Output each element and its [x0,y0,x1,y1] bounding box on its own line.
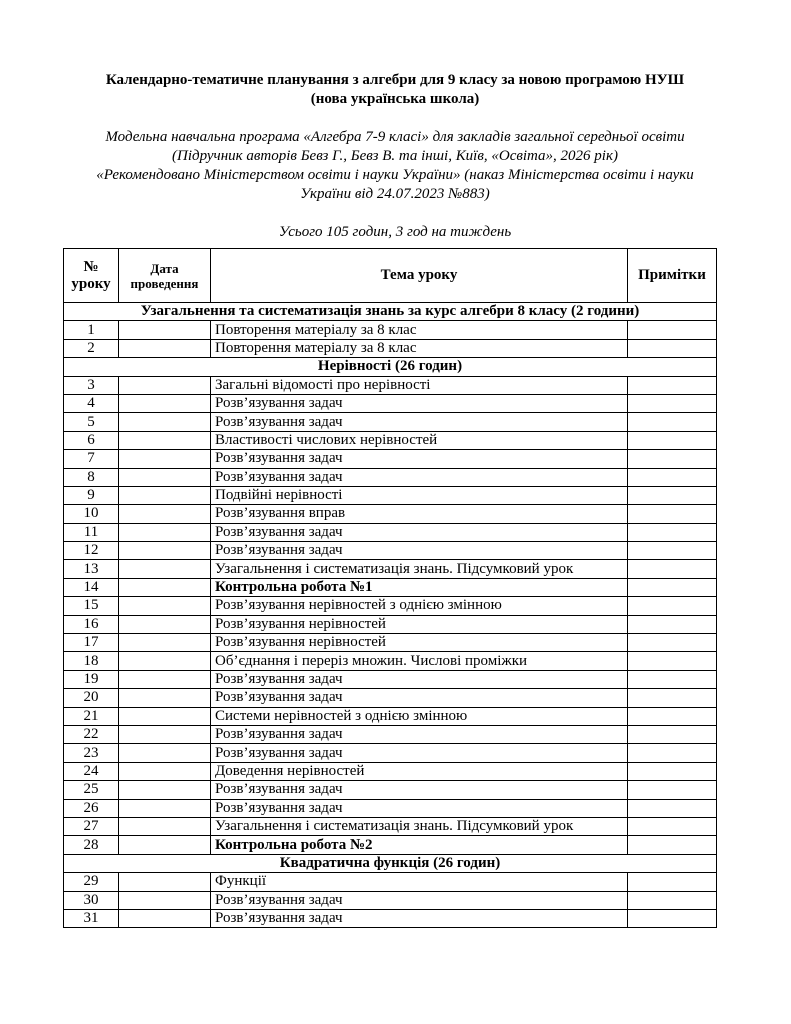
section-title: Квадратична функція (26 годин) [64,854,717,872]
table-row [64,578,717,596]
date-cell [119,707,211,725]
header-num-line-1: № [83,258,99,275]
notes-cell [628,836,717,854]
topic-cell: Розв’язування нерівностей [211,615,628,633]
table-row [64,321,717,339]
topic-cell: Подвійні нерівності [211,486,628,504]
date-cell [119,652,211,670]
section-title: Узагальнення та систематизація знань за курс алгебри 8 класу (2 години) [64,303,717,321]
table-row [64,413,717,431]
notes-cell [628,615,717,633]
topic-cell: Розв’язування задач [211,725,628,743]
lesson-number-cell: 29 [64,873,119,891]
program-line-2: (Підручник авторів Бевз Г., Бевз В. та інші, Київ, «Освіта», 2026 рік) [172,148,618,164]
notes-cell [628,450,717,468]
date-cell [119,781,211,799]
topic-cell: Розв’язування задач [211,394,628,412]
lesson-number-cell: 19 [64,670,119,688]
header-date-line-2: проведення [130,275,199,291]
table-row [64,450,717,468]
date-cell [119,799,211,817]
date-cell [119,634,211,652]
lesson-number-cell: 11 [64,523,119,541]
notes-cell [628,873,717,891]
program-line-1: Модельна навчальна програма «Алгебра 7-9 класі» для закладів загальної середньої освіти [105,129,685,145]
topic-cell: Властивості числових нерівностей [211,431,628,449]
program-line-4: України від 24.07.2023 №883) [300,186,490,202]
table-row [64,505,717,523]
topic-cell: Розв’язування задач [211,670,628,688]
lesson-number-cell: 5 [64,413,119,431]
date-cell [119,725,211,743]
notes-cell [628,909,717,927]
notes-cell [628,634,717,652]
notes-cell [628,817,717,835]
table-row [64,652,717,670]
lesson-number-cell: 17 [64,634,119,652]
table-row [64,817,717,835]
date-cell [119,873,211,891]
notes-cell [628,523,717,541]
topic-cell: Розв’язування задач [211,799,628,817]
table-row [64,634,717,652]
table-row [64,523,717,541]
notes-cell [628,707,717,725]
date-cell [119,339,211,357]
table-row [64,781,717,799]
table-row [64,762,717,780]
lesson-number-cell: 20 [64,689,119,707]
table-row [64,542,717,560]
total-hours: Усього 105 годин, 3 год на тиждень [278,224,512,240]
header-date [119,249,211,303]
notes-cell [628,597,717,615]
table-row [64,873,717,891]
table-row [64,891,717,909]
topic-cell: Системи нерівностей з однією змінною [211,707,628,725]
table-row [64,689,717,707]
date-cell [119,689,211,707]
lesson-number-cell: 26 [64,799,119,817]
title-line-2: (нова українська школа) [310,91,480,107]
topic-cell: Розв’язування задач [211,542,628,560]
topic-cell: Загальні відомості про нерівності [211,376,628,394]
lesson-plan-table [63,248,717,928]
date-cell [119,909,211,927]
section-title: Нерівності (26 годин) [64,358,717,376]
date-cell [119,542,211,560]
date-cell [119,486,211,504]
date-cell [119,376,211,394]
topic-cell: Розв’язування задач [211,909,628,927]
lesson-number-cell: 15 [64,597,119,615]
header-date-line-1: Дата [150,260,179,276]
date-cell [119,836,211,854]
lesson-number-cell: 22 [64,725,119,743]
date-cell [119,615,211,633]
lesson-number-cell: 30 [64,891,119,909]
date-cell [119,670,211,688]
lesson-number-cell: 8 [64,468,119,486]
lesson-number-cell: 28 [64,836,119,854]
table-row [64,909,717,927]
lesson-number-cell: 6 [64,431,119,449]
table-body [64,303,717,928]
topic-cell: Розв’язування нерівностей [211,634,628,652]
topic-cell: Контрольна робота №1 [211,578,628,596]
notes-cell [628,762,717,780]
notes-cell [628,744,717,762]
date-cell [119,505,211,523]
date-cell [119,597,211,615]
topic-cell: Розв’язування задач [211,891,628,909]
notes-cell [628,505,717,523]
topic-cell: Доведення нерівностей [211,762,628,780]
table-row [64,339,717,357]
topic-cell: Повторення матеріалу за 8 клас [211,321,628,339]
section-row [64,303,717,321]
date-cell [119,450,211,468]
notes-cell [628,431,717,449]
table-row [64,468,717,486]
topic-cell: Узагальнення і систематизація знань. Підсумковий урок [211,817,628,835]
topic-cell: Розв’язування задач [211,523,628,541]
date-cell [119,560,211,578]
table-row [64,670,717,688]
program-line-3: «Рекомендовано Міністерством освіти і науки України» (наказ Міністерства освіти і науки [96,167,694,183]
notes-cell [628,781,717,799]
notes-cell [628,670,717,688]
topic-cell: Розв’язування нерівностей з однією змінною [211,597,628,615]
program-description [60,128,730,204]
notes-cell [628,560,717,578]
notes-cell [628,394,717,412]
lesson-number-cell: 31 [64,909,119,927]
lesson-number-cell: 25 [64,781,119,799]
notes-cell [628,413,717,431]
notes-cell [628,652,717,670]
topic-cell: Розв’язування задач [211,744,628,762]
table-header-row [64,249,717,303]
title-line-1: Календарно-тематичне планування з алгебри для 9 класу за новою програмою НУШ [105,72,685,88]
table-row [64,431,717,449]
topic-cell: Розв’язування задач [211,413,628,431]
lesson-number-cell: 10 [64,505,119,523]
topic-cell: Узагальнення і систематизація знань. Підсумковий урок [211,560,628,578]
topic-cell: Розв’язування задач [211,689,628,707]
topic-cell: Повторення матеріалу за 8 клас [211,339,628,357]
date-cell [119,523,211,541]
notes-cell [628,891,717,909]
notes-cell [628,468,717,486]
lesson-number-cell: 16 [64,615,119,633]
lesson-number-cell: 9 [64,486,119,504]
topic-cell: Розв’язування задач [211,450,628,468]
table-row [64,707,717,725]
header-notes: Примітки [628,249,717,303]
table-row [64,725,717,743]
topic-cell: Розв’язування задач [211,781,628,799]
notes-cell [628,799,717,817]
lesson-number-cell: 14 [64,578,119,596]
date-cell [119,891,211,909]
header-lesson-number [64,249,119,303]
lesson-number-cell: 18 [64,652,119,670]
lesson-number-cell: 27 [64,817,119,835]
notes-cell [628,321,717,339]
table-row [64,744,717,762]
notes-cell [628,689,717,707]
lesson-number-cell: 23 [64,744,119,762]
notes-cell [628,725,717,743]
notes-cell [628,376,717,394]
notes-cell [628,486,717,504]
date-cell [119,578,211,596]
date-cell [119,817,211,835]
header-topic: Тема уроку [211,249,628,303]
table-row [64,615,717,633]
topic-cell: Розв’язування задач [211,468,628,486]
table-row [64,560,717,578]
document-title [60,71,730,109]
table-row [64,597,717,615]
date-cell [119,744,211,762]
table-row [64,799,717,817]
lesson-number-cell: 3 [64,376,119,394]
date-cell [119,413,211,431]
lesson-number-cell: 13 [64,560,119,578]
topic-cell: Об’єднання і переріз множин. Числові проміжки [211,652,628,670]
notes-cell [628,578,717,596]
date-cell [119,468,211,486]
notes-cell [628,339,717,357]
table-row [64,836,717,854]
lesson-number-cell: 2 [64,339,119,357]
lesson-number-cell: 1 [64,321,119,339]
section-row [64,358,717,376]
lesson-number-cell: 7 [64,450,119,468]
date-cell [119,431,211,449]
lesson-number-cell: 24 [64,762,119,780]
header-num-line-2: уроку [71,275,111,292]
document-header [60,71,730,242]
lesson-number-cell: 4 [64,394,119,412]
lesson-number-cell: 12 [64,542,119,560]
topic-cell: Розв’язування вправ [211,505,628,523]
section-row [64,854,717,872]
date-cell [119,762,211,780]
table-row [64,376,717,394]
table-row [64,486,717,504]
topic-cell: Функції [211,873,628,891]
date-cell [119,394,211,412]
notes-cell [628,542,717,560]
date-cell [119,321,211,339]
topic-cell: Контрольна робота №2 [211,836,628,854]
table-row [64,394,717,412]
lesson-number-cell: 21 [64,707,119,725]
